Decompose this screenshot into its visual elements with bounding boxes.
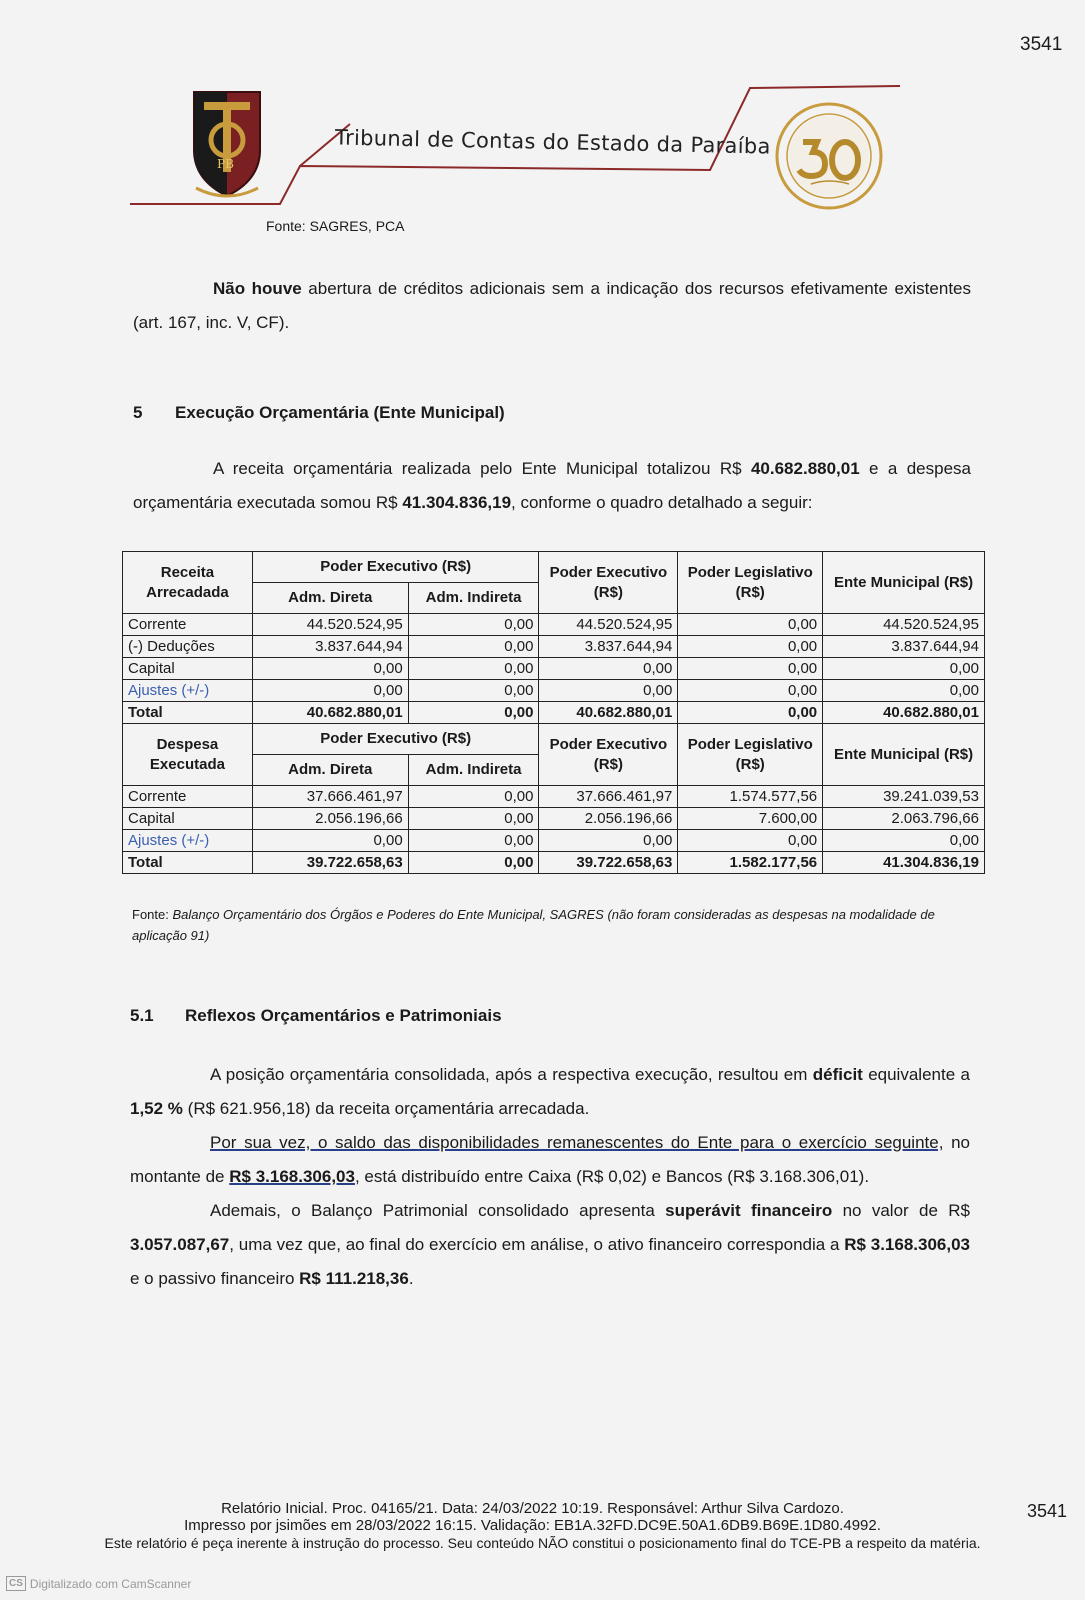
section-5-1-paragraph-3: Ademais, o Balanço Patrimonial consolidado apresenta superávit financeiro no valor de R$ 3.057.087,67, uma vez que, ao final do exercício em análise, o ativo financeiro correspondia a R$ 3.168.306,03 e o passivo financeiro R$ 111.218,36. bbox=[130, 1201, 970, 1288]
anniversary-seal-icon bbox=[773, 100, 885, 212]
page-number-top: 3541 bbox=[1020, 34, 1063, 55]
camscanner-text: Digitalizado com CamScanner bbox=[29, 1576, 192, 1591]
despesa-header-ente: Ente Municipal (R$) bbox=[823, 724, 985, 786]
receita-header-group: Poder Executivo (R$) bbox=[252, 552, 539, 583]
table-row: Ajustes (+/-) 0,00 0,00 0,00 0,00 0,00 bbox=[123, 680, 985, 702]
receita-header-legislativo: Poder Legislativo (R$) bbox=[678, 552, 823, 614]
despesa-header-legislativo: Poder Legislativo (R$) bbox=[678, 724, 823, 786]
despesa-header-executivo: Poder Executivo (R$) bbox=[539, 724, 678, 786]
intro-strong: Não houve bbox=[213, 279, 302, 298]
section-5-title: Execução Orçamentária (Ente Municipal) bbox=[175, 403, 505, 422]
receita-header-row bbox=[123, 552, 985, 583]
table-row: Corrente 44.520.524,95 0,00 44.520.524,95 0,00 44.520.524,95 bbox=[123, 614, 985, 636]
despesa-header-row bbox=[123, 724, 985, 755]
table-row: (-) Deduções 3.837.644,94 0,00 3.837.644,94 0,00 3.837.644,94 bbox=[123, 636, 985, 658]
table-row: Capital 2.056.196,66 0,00 2.056.196,66 7.600,00 2.063.796,66 bbox=[123, 808, 985, 830]
intro-paragraph bbox=[133, 272, 971, 340]
despesa-header-label: Despesa Executada bbox=[123, 724, 253, 786]
table-row: Corrente 37.666.461,97 0,00 37.666.461,97 1.574.577,56 39.241.039,53 bbox=[123, 786, 985, 808]
section-5-1-heading bbox=[130, 1006, 502, 1026]
footer-line-1: Relatório Inicial. Proc. 04165/21. Data: 24/03/2022 10:19. Responsável: Arthur Silva Cardozo. bbox=[221, 1500, 844, 1517]
section-5-paragraph: A receita orçamentária realizada pelo Ente Municipal totalizou R$ 40.682.880,01 e a despesa orçamentária executada somou R$ 41.304.836,19, conforme o quadro detalhado a seguir: bbox=[133, 459, 971, 512]
section-5-heading bbox=[133, 403, 505, 423]
despesa-header-adm-indireta: Adm. Indireta bbox=[408, 755, 539, 786]
intro-text: abertura de créditos adicionais sem a indicação dos recursos efetivamente existentes (art. 167, inc. V, CF). bbox=[133, 279, 971, 332]
receita-header-executivo: Poder Executivo (R$) bbox=[539, 552, 678, 614]
ajustes-link[interactable]: Ajustes (+/-) bbox=[123, 680, 253, 702]
section-5-1-paragraph-2: Por sua vez, o saldo das disponibilidades remanescentes do Ente para o exercício seguinte, no montante de R$ 3.168.306,03, está distribuído entre Caixa (R$ 0,02) e Bancos (R$ 3.168.306,01). bbox=[130, 1133, 971, 1186]
section-5-number: 5 bbox=[133, 403, 143, 422]
despesa-header-group: Poder Executivo (R$) bbox=[252, 724, 539, 755]
header-title: Tribunal de Contas do Estado da Paraíba bbox=[334, 125, 771, 159]
receita-header-ente: Ente Municipal (R$) bbox=[823, 552, 985, 614]
ajustes-link[interactable]: Ajustes (+/-) bbox=[123, 830, 253, 852]
receita-total-row: Total 40.682.880,01 0,00 40.682.880,01 0,00 40.682.880,01 bbox=[123, 702, 985, 724]
section-5-1-paragraph-1: A posição orçamentária consolidada, após a respectiva execução, resultou em déficit equivalente a 1,52 % (R$ 621.956,18) da receita orçamentária arrecadada. bbox=[130, 1065, 970, 1118]
receita-header-label: Receita Arrecadada bbox=[123, 552, 253, 614]
page-number-bottom: 3541 bbox=[1027, 1501, 1068, 1521]
camscanner-icon: CS bbox=[6, 1576, 26, 1591]
receita-header-adm-direta: Adm. Direta bbox=[252, 583, 408, 614]
despesa-total-row: Total 39.722.658,63 0,00 39.722.658,63 1.582.177,56 41.304.836,19 bbox=[123, 852, 985, 874]
table-row: Capital 0,00 0,00 0,00 0,00 0,00 bbox=[123, 658, 985, 680]
table-source-note: Fonte: Balanço Orçamentário dos Órgãos e Poderes do Ente Municipal, SAGRES (não foram consideradas as despesas na modalidade de aplicação 91) bbox=[132, 907, 935, 943]
fonte-sagres: Fonte: SAGRES, PCA bbox=[266, 218, 405, 234]
section-5-1-number: 5.1 bbox=[130, 1006, 154, 1025]
footer-line-3: Este relatório é peça inerente à instrução do processo. Seu conteúdo NÃO constitui o posicionamento final do TCE-PB a respeito da matéria. bbox=[104, 1535, 981, 1551]
tce-shield-logo bbox=[190, 88, 264, 200]
table-row: Ajustes (+/-) 0,00 0,00 0,00 0,00 0,00 bbox=[123, 830, 985, 852]
footer-line-2: Impresso por jsimões em 28/03/2022 16:15. Validação: EB1A.32FD.DC9E.50A1.6DB9.B69E.1D80.4992. bbox=[184, 1517, 881, 1534]
despesa-header-adm-direta: Adm. Direta bbox=[252, 755, 408, 786]
section-5-1-title: Reflexos Orçamentários e Patrimoniais bbox=[185, 1006, 502, 1025]
budget-execution-table bbox=[122, 551, 985, 874]
svg-text:PB: PB bbox=[217, 157, 234, 171]
receita-header-adm-indireta: Adm. Indireta bbox=[408, 583, 539, 614]
camscanner-watermark bbox=[6, 1576, 191, 1591]
